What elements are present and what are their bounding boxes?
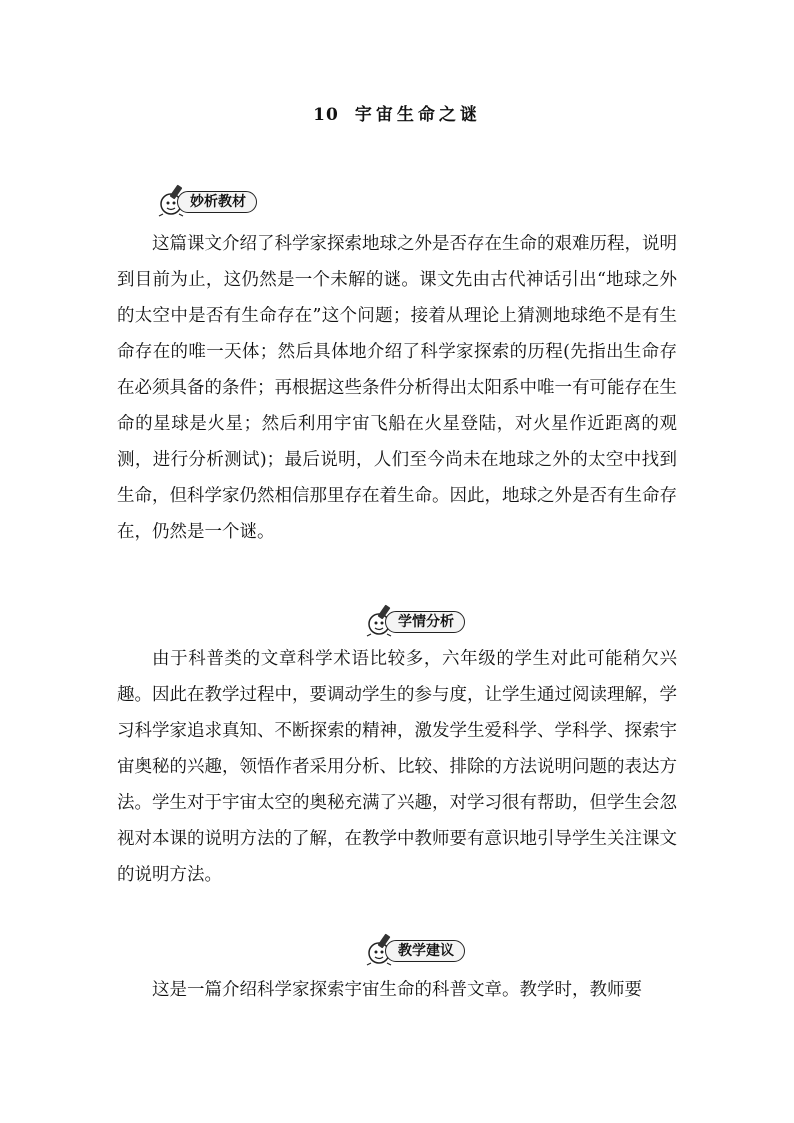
section-paragraph: 这是一篇介绍科学家探索宇宙生命的科普文章。教学时，教师要: [152, 980, 642, 1000]
section-heading-badge: [157, 183, 267, 213]
section-heading: 妙析教材: [177, 191, 257, 213]
section-heading: 教学建议: [385, 940, 465, 962]
section-paragraph: 这篇课文介绍了科学家探索地球之外是否存在生命的艰难历程，说明到目前为止，这仍然是一个未解的谜。课文先由古代神话引出“地球之外的太空中是否有生命存在”这个问题；接着从理论上猜测地球绝不是有生命存在的唯一天体；然后具体地介绍了科学家探索的历程(先指出生命存在必须具备的条件；再根据这些条件分析得出太阳系中唯一有可能存在生命的星球是火星；然后利用宇宙飞船在火星登陆，对火星作近距离的观测，进行分析测试)；最后说明，人们至今尚未在地球之外的太空中找到生命，但科学家仍然相信那里存在着生命。因此，地球之外是否有生命存在，仍然是一个谜。: [117, 234, 677, 542]
section-heading: 学情分析: [385, 611, 465, 633]
section-heading-badge: [365, 932, 475, 962]
section-heading-badge: [365, 603, 475, 633]
lesson-title: [0, 100, 794, 125]
lesson-number: 10: [313, 105, 339, 125]
section-paragraph: 由于科普类的文章科学术语比较多，六年级的学生对此可能稍欠兴趣。因此在教学过程中，要调动学生的参与度，让学生通过阅读理解，学习科学家追求真知、不断探索的精神，激发学生爱科学、学科学、探索宇宙奥秘的兴趣，领悟作者采用分析、比较、排除的方法说明问题的表达方法。学生对于宇宙太空的奥秘充满了兴趣，对学习很有帮助，但学生会忽视对本课的说明方法的了解，在教学中教师要有意识地引导学生关注课文的说明方法。: [117, 649, 677, 885]
lesson-name: 宇宙生命之谜: [354, 105, 481, 125]
